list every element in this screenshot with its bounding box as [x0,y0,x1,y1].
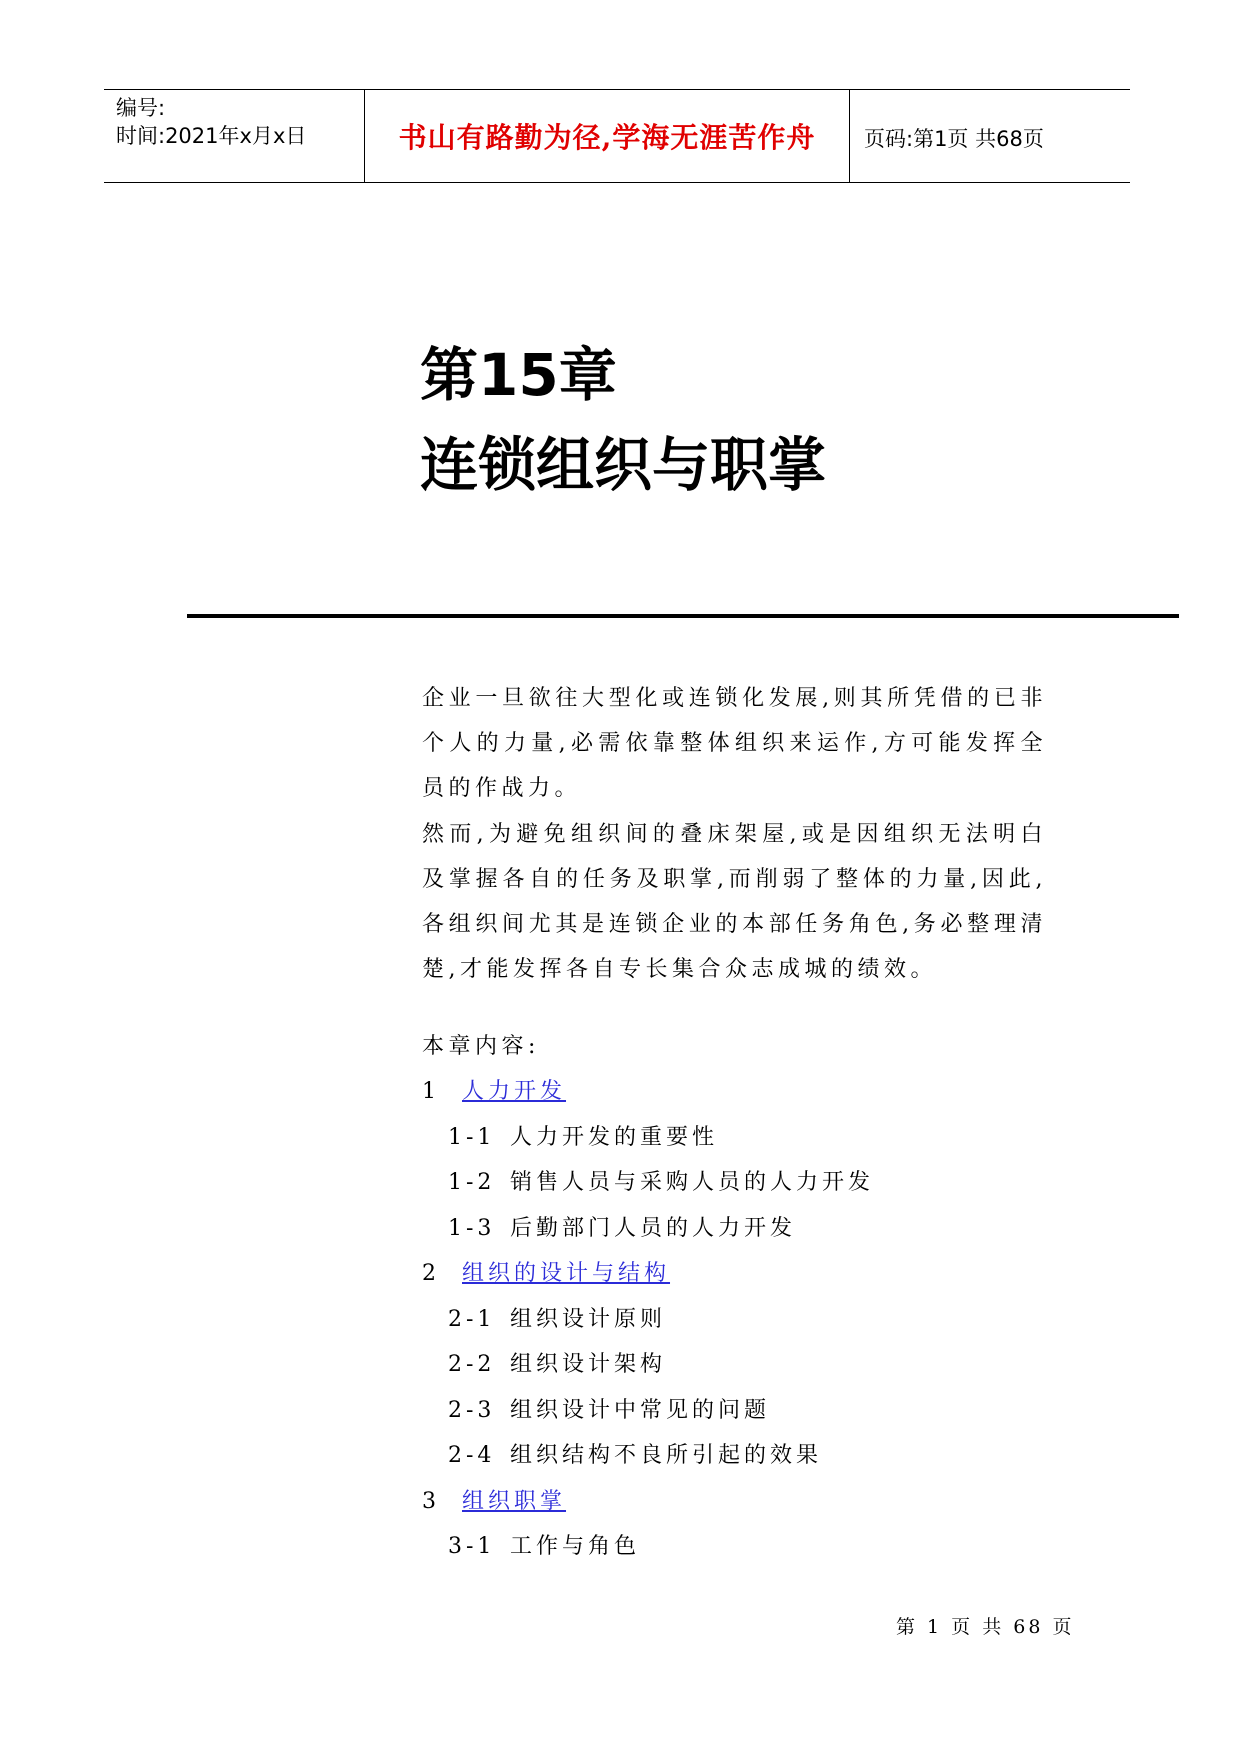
toc-item[interactable] [422,1072,1122,1118]
header-motto-cell [365,90,850,182]
toc-item[interactable] [422,1482,1122,1528]
page-label: 页码:第1页 共68页 [864,127,1044,151]
header-page-cell [850,90,1130,182]
toc-item [422,1345,1122,1391]
chapter-title: 连锁组织与职掌 [420,431,827,499]
intro-paragraph-2: 然而,为避免组织间的叠床架屋,或是因组织无法明白及掌握各自的任务及职掌,而削弱了整体的力量,因此,各组织间尤其是连锁企业的本部任务角色,务必整理清楚,才能发挥各自专长集合众志成城的绩效。 [422,821,1047,983]
toc-label: 本章内容: [422,1034,540,1059]
toc-item-number: 2 [422,1261,440,1286]
toc-item-number: 1 [422,1079,440,1104]
toc-item-title: 组织设计中常见的问题 [510,1397,771,1423]
toc-item-title: 组织设计原则 [510,1306,667,1332]
toc-item [422,1436,1122,1482]
toc-section-link[interactable]: 组织职掌 [462,1488,567,1514]
toc-item-number: 3-1 [448,1534,496,1559]
toc-item [422,1527,1122,1573]
toc-item-title: 组织结构不良所引起的效果 [510,1443,823,1468]
toc-item-title: 销售人员与采购人员的人力开发 [510,1170,875,1195]
toc-item [422,1209,1122,1255]
date-label: 时间:2021年x月x日 [116,124,307,148]
toc-item-number: 3 [422,1488,440,1514]
toc-item-number: 2-3 [448,1397,496,1423]
toc-item-number: 1-2 [448,1170,496,1195]
table-of-contents [422,1072,1122,1573]
header-meta [104,90,365,182]
toc-item-title: 组织设计架构 [510,1352,667,1377]
toc-item-number: 1-1 [448,1124,496,1150]
toc-item-number: 2-2 [448,1352,496,1377]
chapter-heading [420,330,826,510]
heading-divider [187,614,1179,618]
toc-item-number: 2-4 [448,1443,496,1468]
toc-item-title: 工作与角色 [510,1534,641,1559]
motto-text: 书山有路勤为径,学海无涯苦作舟 [398,121,816,154]
toc-section-link[interactable]: 人力开发 [462,1079,567,1104]
number-label: 编号: [116,96,166,120]
intro-text [422,676,1047,992]
toc-item-number: 1-3 [448,1215,496,1241]
toc-section-link[interactable]: 组织的设计与结构 [462,1261,671,1286]
toc-item [422,1391,1122,1437]
toc-item [422,1300,1122,1346]
toc-item-title: 人力开发的重要性 [510,1124,719,1150]
toc-item [422,1118,1122,1164]
intro-paragraph-1: 企业一旦欲往大型化或连锁化发展,则其所凭借的已非个人的力量,必需依靠整体组织来运作,方可能发挥全员的作战力。 [422,686,1047,802]
chapter-number: 第15章 [420,341,617,409]
page-footer: 第 1 页 共 68 页 [896,1616,1075,1638]
toc-item-title: 后勤部门人员的人力开发 [510,1215,797,1241]
page-header [104,89,1130,183]
toc-item-number: 2-1 [448,1306,496,1332]
toc-item[interactable] [422,1254,1122,1300]
toc-item [422,1163,1122,1209]
